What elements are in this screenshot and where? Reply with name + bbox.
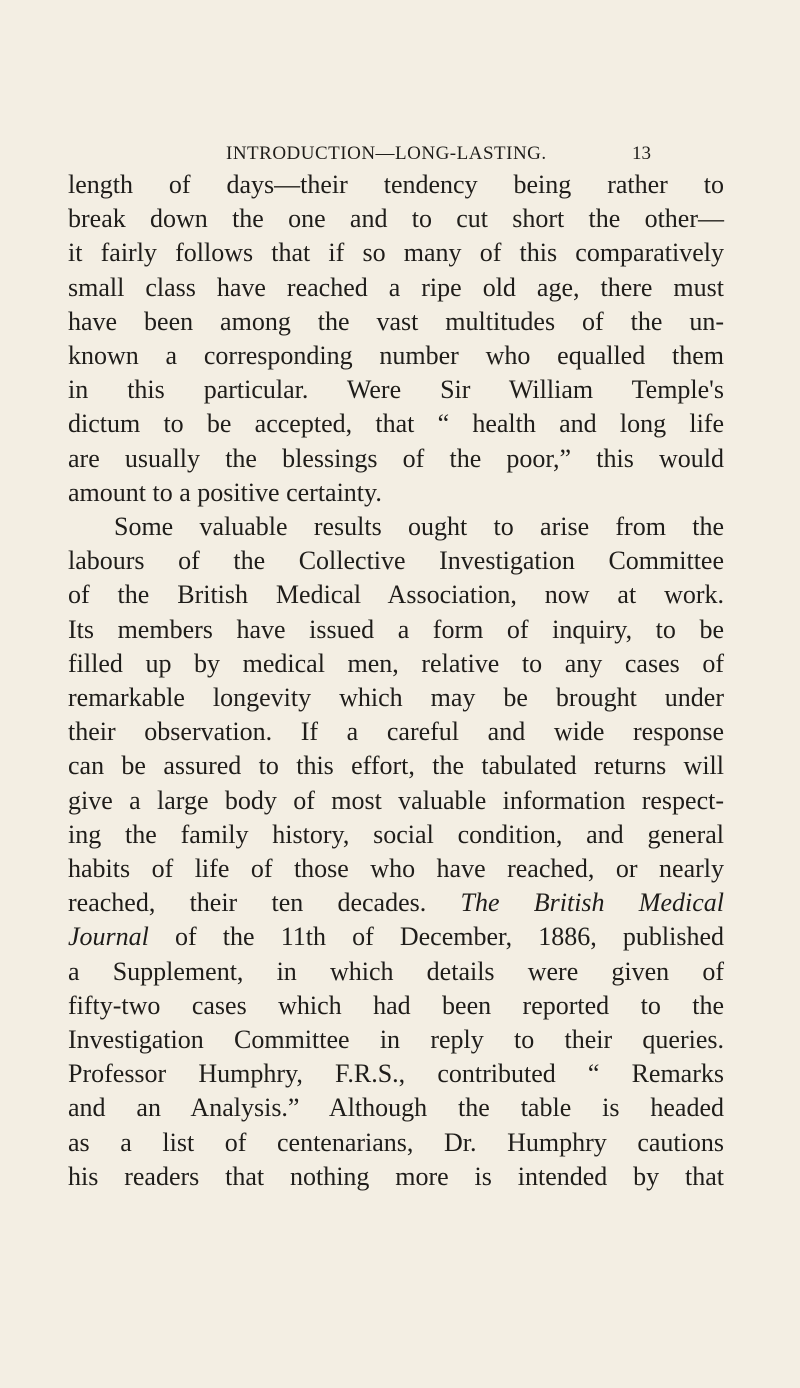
text-line: ing the family history, social condition, and general (68, 819, 724, 849)
journal-title: Journal (68, 922, 149, 952)
text-line: habits of life of those who have reached, or nearly (68, 854, 724, 884)
text-line: Some valuable results ought to arise from the (114, 512, 724, 542)
text-line: fifty-two cases which had been reported to the (68, 990, 724, 1020)
text-line: small class have reached a ripe old age, there must (68, 272, 724, 302)
text-line: labours of the Collective Investigation Committee (68, 546, 724, 576)
text-line: his readers that nothing more is intended by that (68, 1161, 724, 1191)
text-line: length of days—their tendency being rather to (68, 170, 724, 199)
text-line: dictum to be accepted, that “ health and long life (68, 409, 724, 439)
text-line: remarkable longevity which may be brought under (68, 683, 724, 713)
text-line: a Supplement, in which details were given of (68, 956, 724, 986)
text-line: in this particular. Were Sir William Temple's (68, 375, 724, 405)
text-line: their observation. If a careful and wide response (68, 717, 724, 747)
text-line: as a list of centenarians, Dr. Humphry cautions (68, 1127, 724, 1157)
text-line: are usually the blessings of the poor,” this would (68, 443, 724, 473)
body-text (68, 168, 724, 1194)
text-line: break down the one and to cut short the other— (68, 204, 724, 234)
text-line: of the British Medical Association, now at work. (68, 580, 724, 610)
text-line: Professor Humphry, F.R.S., contributed “ Remarks (68, 1059, 724, 1089)
text-line: Its members have issued a form of inquiry, to be (68, 614, 724, 644)
text-line: and an Analysis.” Although the table is headed (68, 1093, 724, 1123)
text-line (68, 920, 724, 954)
text-line: have been among the vast multitudes of the un- (68, 306, 724, 336)
text-segment: reached, their ten decades. (68, 888, 427, 918)
text-line: Investigation Committee in reply to their queries. (68, 1025, 724, 1055)
text-line: filled up by medical men, relative to any cases of (68, 648, 724, 678)
text-line: amount to a positive certainty. (68, 477, 382, 507)
text-line: it fairly follows that if so many of this comparatively (68, 238, 724, 268)
text-line: can be assured to this effort, the tabulated returns will (68, 751, 724, 781)
text-segment: of the 11th of December, 1886, published (175, 922, 724, 952)
page-number: 13 (632, 143, 651, 164)
text-line: give a large body of most valuable information respect- (68, 785, 724, 815)
text-line: known a corresponding number who equalled them (68, 341, 724, 371)
text-line (68, 886, 724, 920)
running-title: INTRODUCTION—LONG-LASTING. (226, 143, 547, 164)
journal-title: The British Medical (460, 888, 724, 918)
